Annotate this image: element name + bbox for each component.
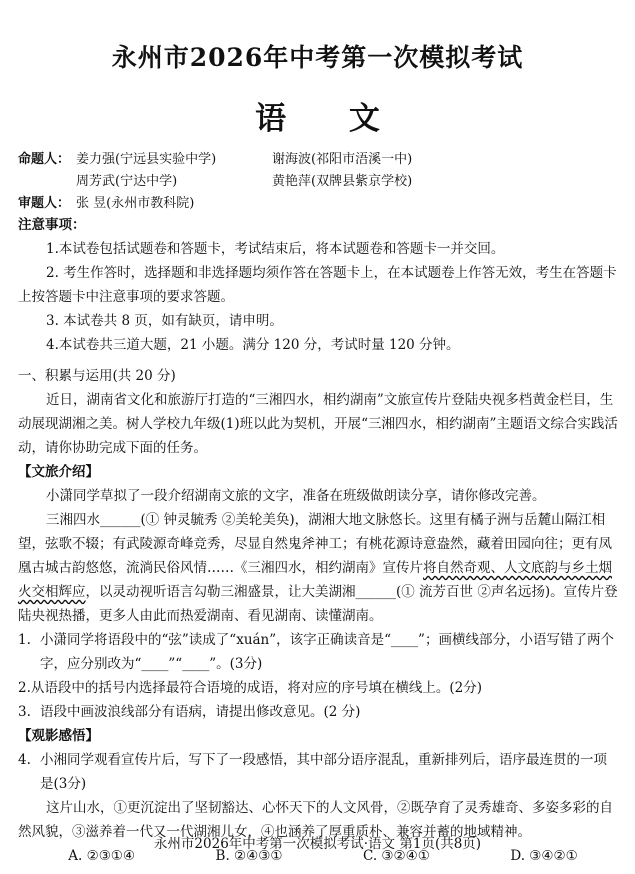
reviewer: 张 昱(永州市教科院) xyxy=(76,196,195,211)
tag-guanying: 【观影感悟】 xyxy=(18,728,99,744)
section-intro: 近日，湖南省文化和旅游厅打造的“三湘四水，相约湖南”文旅宣传片登陆央视多档黄金栏目，生动展现湖湘之美。树人学校九年级(1)班以此为契机，开展“三湘四水，相约湖南”主题语文综合实践活动，请你协助完成下面的任务。 xyxy=(18,392,618,456)
option-b: B. ②④③① xyxy=(215,848,283,864)
exam-title: 永州市2026年中考第一次模拟考试 xyxy=(111,43,524,72)
author-1: 姜力强(宁远县实验中学) xyxy=(76,152,217,167)
option-a: A. ②③①④ xyxy=(68,848,136,864)
notice-item: 4.本试卷共三道大题，21 小题。满分 120 分，考试时量 120 分钟。 xyxy=(46,337,460,353)
tag-wenlv: 【文旅介绍】 xyxy=(18,464,99,480)
author-3: 周芳武(宁达中学) xyxy=(76,174,178,189)
question-3: 3. 语段中画波浪线部分有语病，请提出修改意见。(2 分) xyxy=(18,704,361,720)
question-4-text: 这片山水，①更沉淀出了坚韧豁达、心怀天下的人文风骨，②既孕育了灵秀雄奇、多姿多彩的自然风貌，③滋养着一代又一代湖湘儿女，④也涵养了厚重质朴、兼容并蓄的地域精神。 xyxy=(18,800,613,840)
task-1: 小潇同学草拟了一段介绍湖南文旅的文字，准备在班级做朗读分享，请你修改完善。 xyxy=(46,488,546,504)
page-footer: 永州市2026年中考第一次模拟考试·语文 第1页(共8页) xyxy=(153,836,482,852)
passage-wavy: 将自然奇观、人文底韵与乡土烟火交相辉应 xyxy=(18,560,612,600)
question-4: 4. 小湘同学观看宣传片后，写下了一段感悟，其中部分语序混乱，重新排列后，语序最连贯的一项是(3分) xyxy=(18,752,607,792)
notice-item: 2. 考生作答时，选择题和非选择题均须作答在答题卡上，在本试题卷上作答无效，考生在答题卡上按答题卡中注意事项的要求答题。 xyxy=(18,265,617,305)
notice-item: 3. 本试卷共 8 页，如有缺页，请申明。 xyxy=(46,313,283,329)
author-2: 谢海波(祁阳市浯溪一中) xyxy=(272,152,413,167)
notice-title: 注意事项： xyxy=(18,217,86,233)
passage-part-b: ，以灵动视听语言勾勒三湘盛景，让大美湖湘______(① 流芳百世 ②声名远扬)。宣传片登陆央视热播，更多人由此而热爱湖南、看见湖南、读懂湖南。 xyxy=(18,584,618,624)
section-heading: 一、积累与运用(共 20 分) xyxy=(18,368,176,384)
option-d: D. ③④②① xyxy=(510,848,578,864)
question-2: 2.从语段中的括号内选择最符合语境的成语，将对应的序号填在横线上。(2分) xyxy=(18,680,483,696)
review-label: 审题人： xyxy=(18,196,71,211)
option-c: C. ③②④① xyxy=(363,848,430,864)
passage-part-a: 三湘四水______(① 钟灵毓秀 ②美轮美奂)，湖湘大地文脉悠长。这里有橘子洲与岳麓山隔江相望，弦歌不辍；有武陵源奇峰竞秀，尽显自然鬼斧神工；有桃花源诗意盎然，藏着田园向往；更有凤凰古城古韵悠悠，流淌民俗风情……《三湘四水，相约湖南》宣传片 xyxy=(18,512,612,576)
passage xyxy=(18,508,618,628)
question-1: 1. 小潇同学将语段中的“弦”读成了“xuán”，该字正确读音是“____”；画横线部分，小语写错了两个字，应分别改为“____”“____”。(3分) xyxy=(18,632,614,672)
subject-title: 语 文 xyxy=(255,101,406,137)
notice-block xyxy=(18,213,618,357)
notice-item: 1.本试卷包括试题卷和答题卡，考试结束后，将本试题卷和答题卡一并交回。 xyxy=(46,241,505,257)
propose-label: 命题人： xyxy=(18,152,71,167)
author-4: 黄艳萍(双牌县紫京学校) xyxy=(272,174,413,189)
section-1 xyxy=(18,364,618,868)
